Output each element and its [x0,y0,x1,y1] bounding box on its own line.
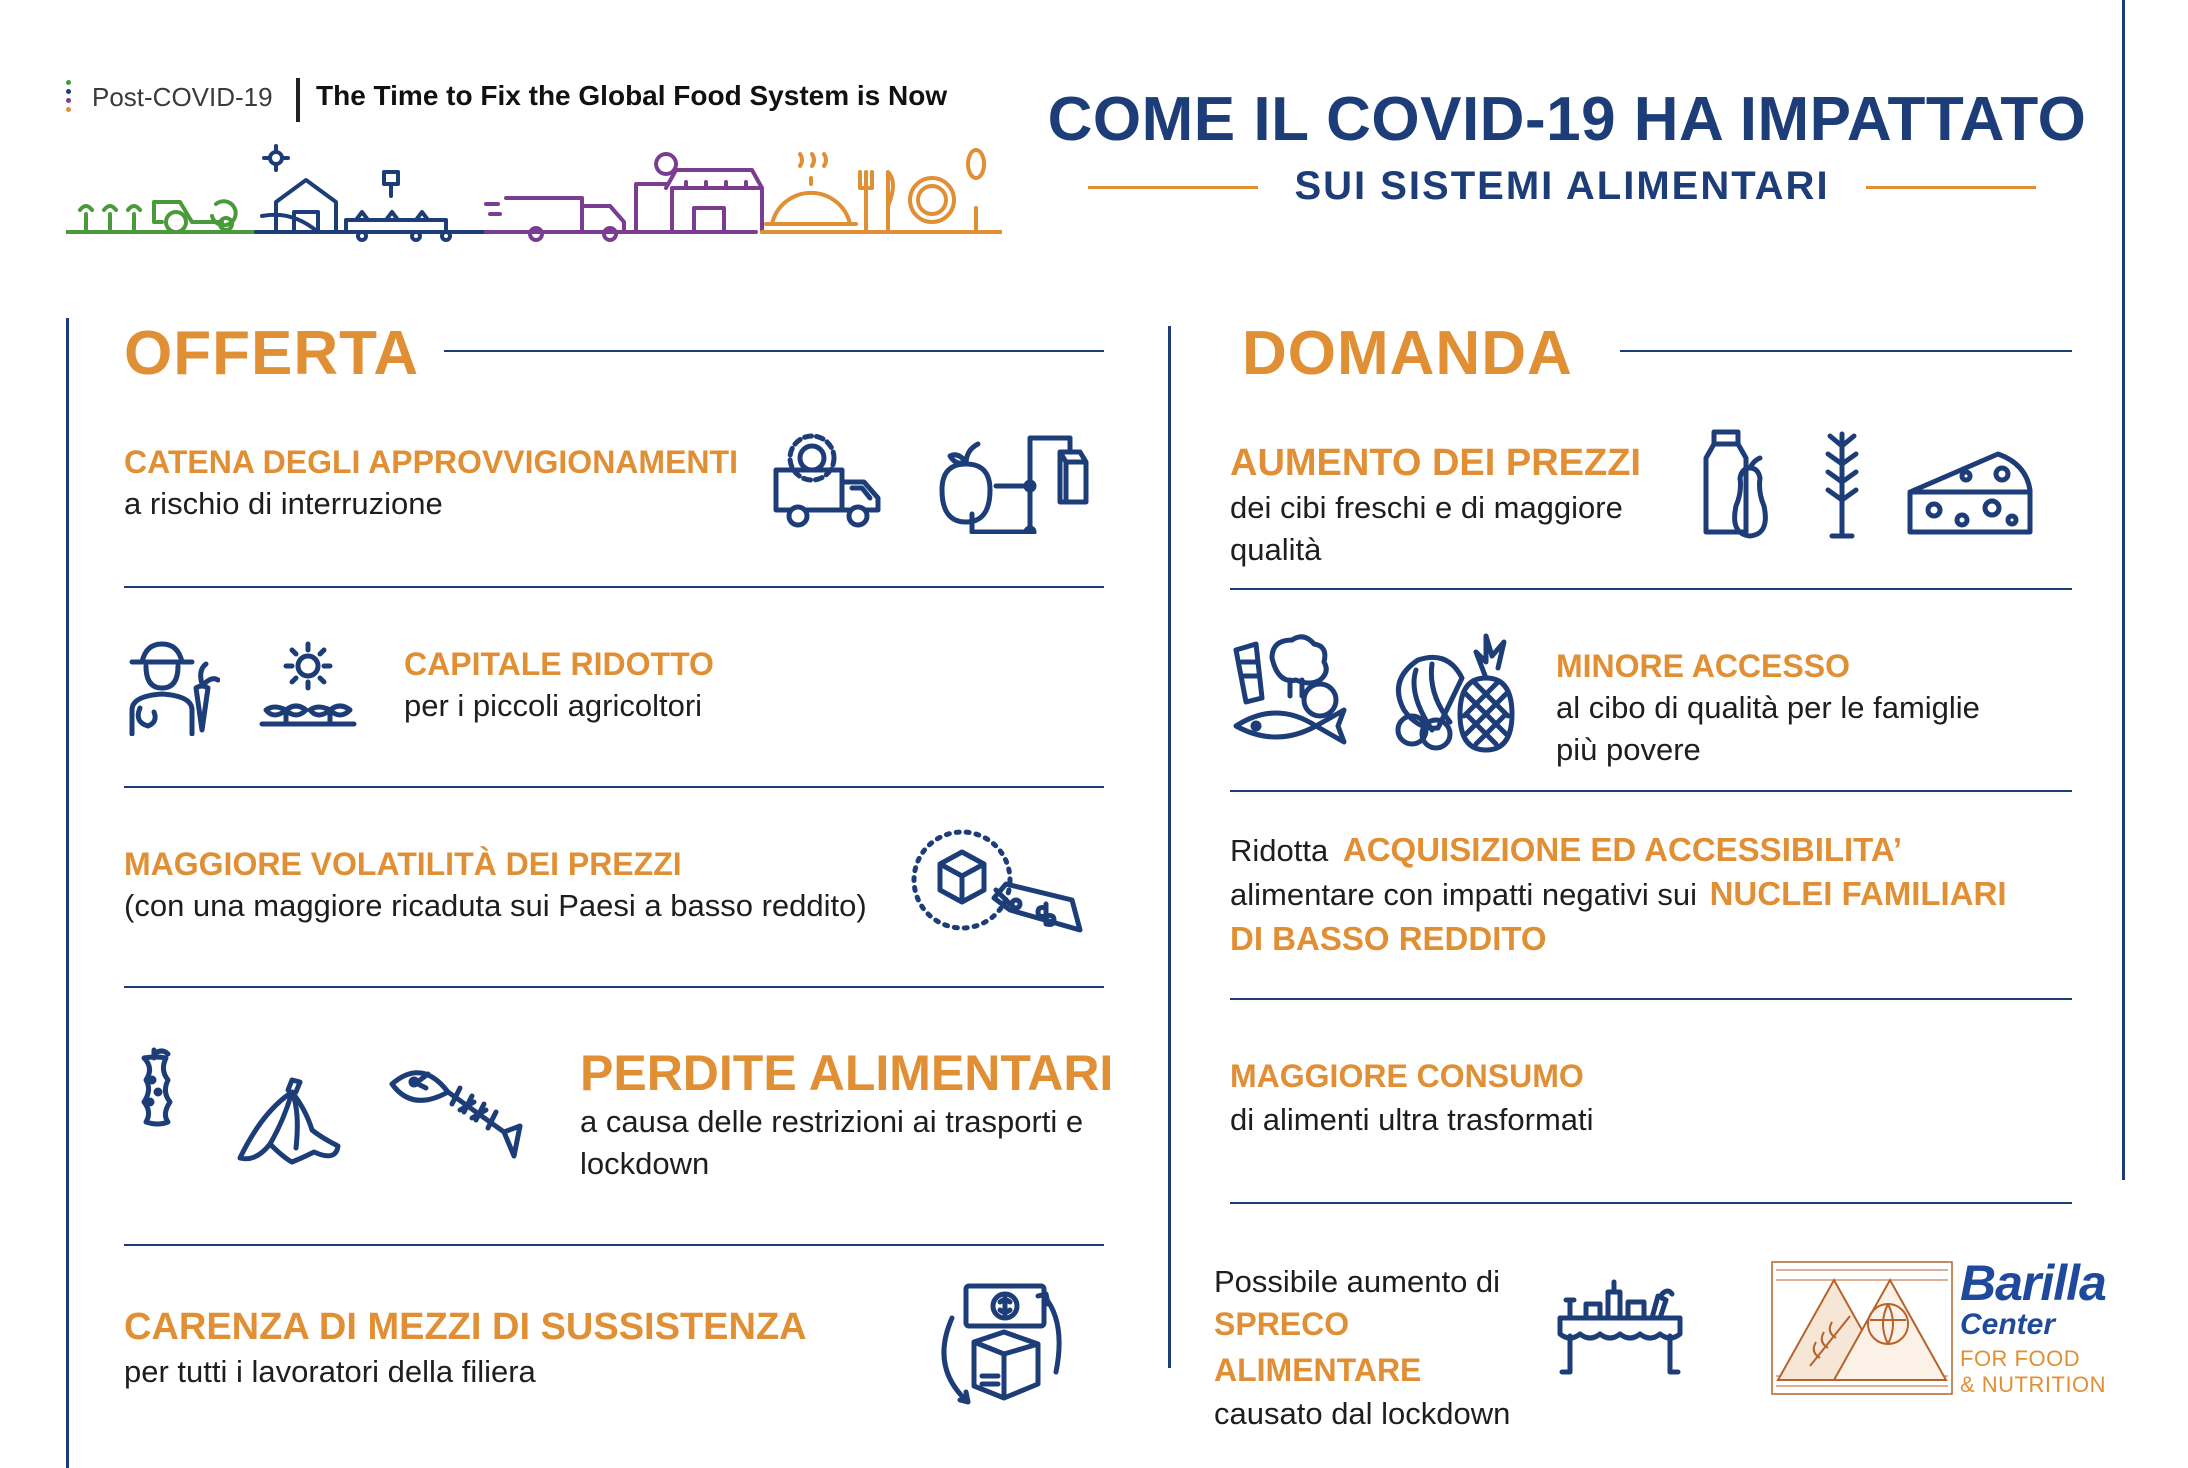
acquisition-prefix: Ridotta [1230,833,1329,868]
livelihood-text: per tutti i lavoratori della filiera [124,1354,536,1389]
series-title: The Time to Fix the Global Food System is Now [316,80,948,111]
column-divider [1168,326,1171,1368]
divider [1230,1202,2072,1204]
barilla-emblem-icon [1770,1258,1954,1398]
domanda-title-rule [1620,350,2072,352]
acquisition-mid: alimentare con impatti negativi sui [1230,877,1697,912]
consumption-text: di alimenti ultra trasformati [1230,1102,1594,1137]
main-title: COME IL COVID-19 HA IMPATTATO [1047,85,2087,154]
dots-icon [66,80,72,126]
food-loss-heading: PERDITE ALIMENTARI [580,1045,1114,1101]
food-table-icon [1556,1270,1684,1380]
waste-text-1: Possibile aumento di [1214,1264,1501,1299]
waste-heading-2: ALIMENTARE [1214,1352,1422,1388]
vegetables-fish-icon [1232,630,1356,754]
divider [1230,998,2072,1000]
cheese-icon [1906,448,2034,538]
divider [124,586,1104,588]
price-volatility-heading: MAGGIORE VOLATILITÀ DEI PREZZI [124,846,682,882]
price-volatility-text: (con una maggiore ricaduta sui Paesi a basso reddito) [124,888,867,923]
offerta-title: OFFERTA [124,319,420,388]
series-label: Post-COVID-19 [92,82,273,112]
price-rise-text-2: qualità [1230,532,1322,567]
subtitle-row [1088,164,2036,210]
domanda-title: DOMANDA [1242,319,1573,388]
subtitle: SUI SISTEMI ALIMENTARI [1294,164,1830,208]
capital-text: per i piccoli agricoltori [404,688,703,723]
frame-border [2122,0,2125,1180]
sun-sprouts-icon [258,640,358,736]
apple-carton-flow-icon [936,430,1100,534]
price-rise-text-1: dei cibi freschi e di maggiore [1230,490,1623,525]
divider [124,786,1104,788]
low-income-heading: DI BASSO REDDITO [1230,920,1547,957]
price-rise-heading: AUMENTO DEI PREZZI [1230,442,1641,484]
access-heading: MINORE ACCESSO [1556,648,1850,684]
barilla-line-2: & NUTRITION [1960,1372,2107,1397]
capital-heading: CAPITALE RIDOTTO [404,646,714,682]
offerta-title-rule [444,350,1104,352]
wheat-icon [1818,426,1866,542]
households-heading: NUCLEI FAMILIARI [1709,875,2007,912]
offerta-column-line [66,318,69,1468]
food-loss-text-2: lockdown [580,1146,710,1181]
milk-pear-icon [1702,426,1786,542]
barilla-line-1: FOR FOOD [1960,1346,2081,1371]
food-chain-icon [66,144,1002,244]
apple-core-icon [124,1046,188,1132]
supply-chain-text: a rischio di interruzione [124,486,443,521]
farmer-icon [124,640,220,736]
acquisition-text-2 [1230,872,2007,916]
divider [124,1244,1104,1246]
divider [124,986,1104,988]
consumption-heading: MAGGIORE CONSUMO [1230,1058,1584,1094]
barilla-brand: Barilla [1960,1255,2106,1311]
waste-heading-1: SPRECO [1214,1306,1350,1342]
access-text-2: più povere [1556,732,1701,767]
fish-bone-icon [386,1058,528,1168]
banana-peel-icon [232,1074,342,1168]
fruits-pineapple-icon [1390,630,1518,754]
waste-text-2: causato dal lockdown [1214,1396,1511,1431]
header-divider [296,78,300,122]
access-text-1: al cibo di qualità per le famiglie [1556,690,1980,725]
acquisition-heading: ACQUISIZIONE ED ACCESSIBILITA’ [1342,831,1903,868]
livelihood-heading: CARENZA DI MEZZI DI SUSSISTENZA [124,1306,807,1348]
supply-chain-heading: CATENA DEGLI APPROVVIGIONAMENTI [124,444,738,480]
acquisition-text [1230,828,1902,872]
truck-gear-icon [772,430,884,534]
food-loss-text-1: a causa delle restrizioni ai trasporti e [580,1104,1084,1139]
divider [1230,790,2072,792]
money-box-cycle-icon [934,1282,1066,1412]
barilla-center: Center [1960,1308,2056,1341]
box-price-tag-icon [910,828,1096,944]
divider [1230,588,2072,590]
